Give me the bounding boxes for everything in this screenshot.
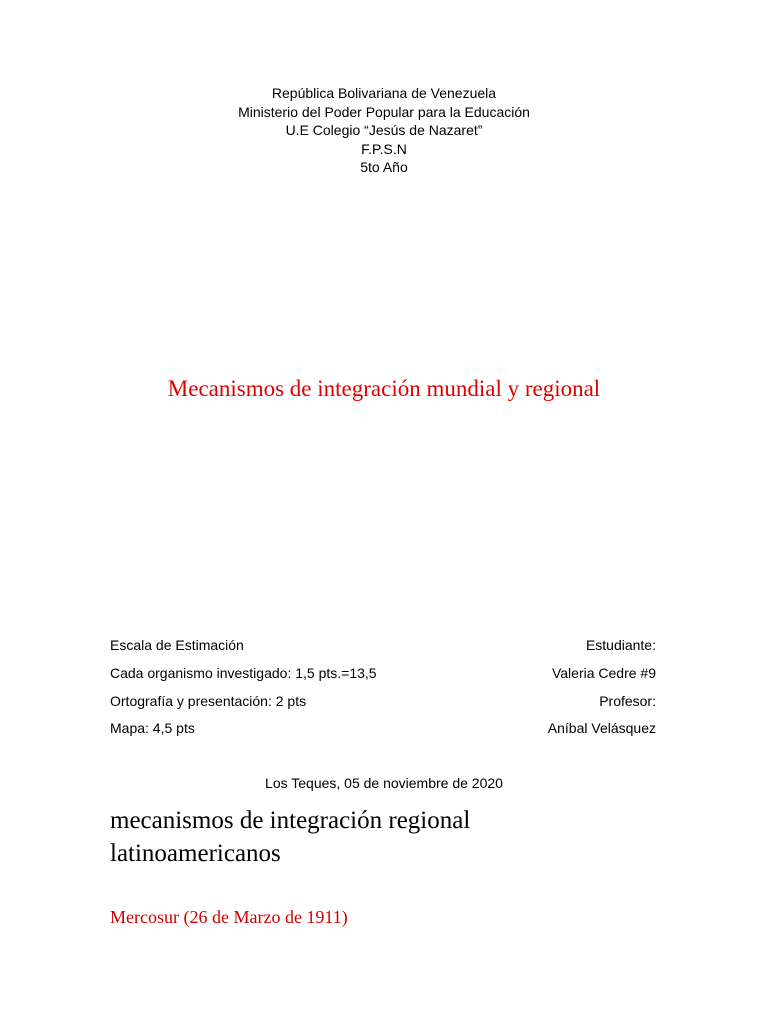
header-line-school: U.E Colegio “Jesús de Nazaret” xyxy=(285,122,483,138)
section-heading-line: mecanismos de integración regional xyxy=(110,807,471,834)
student-label: Estudiante: xyxy=(585,637,656,653)
place-date-line: Los Teques, 05 de noviembre de 2020 xyxy=(265,775,503,791)
institution-header xyxy=(0,84,768,177)
header-line-ministry: Ministerio del Poder Popular para la Educación xyxy=(238,103,530,120)
teacher-label: Profesor: xyxy=(599,693,656,709)
grading-row xyxy=(110,665,656,681)
student-name: Valeria Cedre #9 xyxy=(551,665,656,681)
grading-row xyxy=(110,720,656,736)
grading-row xyxy=(110,693,656,709)
document-title: Mecanismos de integración mundial y regional xyxy=(167,376,601,401)
grading-item-spelling: Ortografía y presentación: 2 pts xyxy=(110,693,307,709)
grading-item-map: Mapa: 4,5 pts xyxy=(110,720,195,736)
header-line-country: República Bolivariana de Venezuela xyxy=(271,85,497,101)
grading-item-organisms: Cada organismo investigado: 1,5 pts.=13,5 xyxy=(110,665,377,681)
header-line-grade: 5to Año xyxy=(360,159,408,175)
section-heading xyxy=(110,804,670,870)
header-line-code: F.P.S.N xyxy=(361,140,407,157)
section-heading-line: latinoamericanos xyxy=(110,840,281,867)
teacher-name: Aníbal Velásquez xyxy=(547,720,656,736)
grading-row xyxy=(110,637,656,653)
grading-scale-label: Escala de Estimación xyxy=(110,637,244,653)
subheading-mercosur: Mercosur (26 de Marzo de 1911) xyxy=(110,907,348,927)
